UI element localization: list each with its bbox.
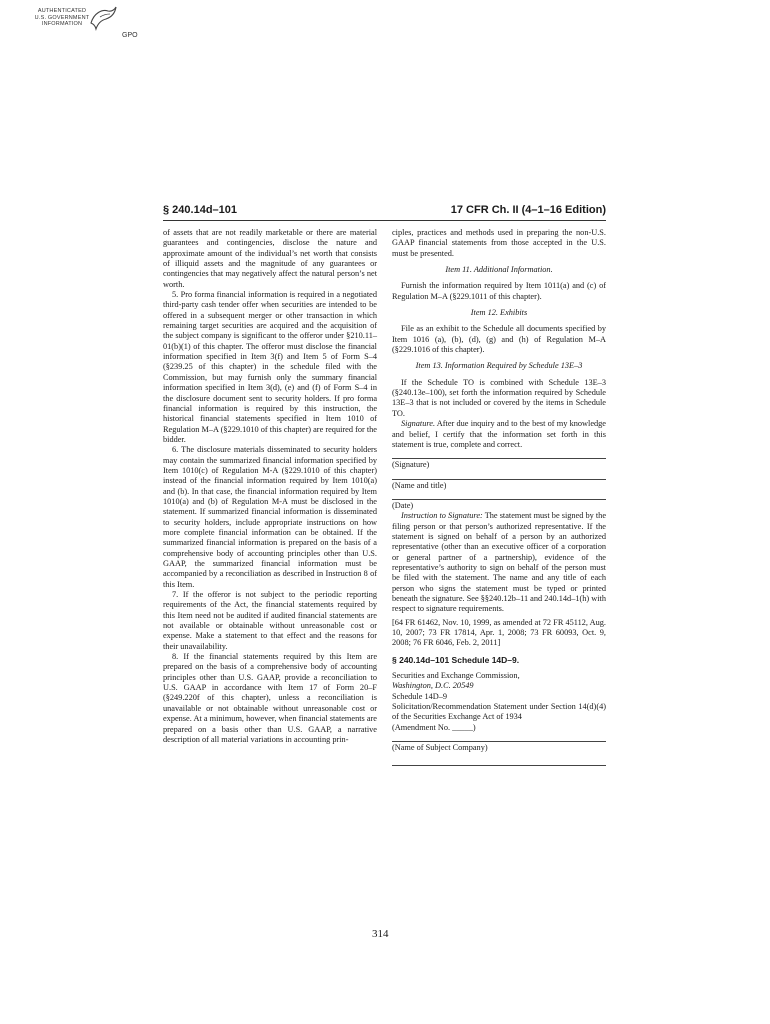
signature-paragraph bbox=[392, 419, 606, 450]
right-column bbox=[392, 228, 606, 766]
signature-line: (Signature) bbox=[392, 458, 606, 470]
paragraph: of assets that are not readily marketable or there are material guarantees and contingencies, disclose the nature and approximate amount of the individual’s net worth that consists of illiquid assets and the magnitude of any guarantees or contingencies that may negatively affect the natural person’s net worth. bbox=[163, 228, 377, 289]
paragraph: File as an exhibit to the Schedule all documents specified by Item 1016 (a), (b), (d), (g) and (h) of Regulation M–A (§229.1016 of this chapter). bbox=[392, 324, 606, 355]
item-12-heading: Item 12. Exhibits bbox=[470, 308, 528, 318]
section-number: § 240.14d–101 bbox=[163, 204, 238, 216]
logo-line-2: U.S. GOVERNMENT bbox=[34, 14, 90, 21]
logo-line-3: INFORMATION bbox=[41, 21, 83, 28]
agency-name: Securities and Exchange Commission, bbox=[392, 671, 520, 681]
left-column bbox=[163, 228, 377, 745]
logo-text bbox=[30, 8, 94, 28]
paragraph: 8. If the financial statements required by this Item are prepared on the basis of a comprehensive body of accounting principles other than U.S. GAAP, provide a reconciliation to U.S. GAAP in accordance with Item 17 of Form 20–F (§249.220f of this chapter), unless a reconciliation is unavailable or not obtainable without unreasonable cost or expense. At a minimum, however, when financial statements are prepared on a basis other than U.S. GAAP, a narrative description of all material variations in accounting prin- bbox=[163, 652, 377, 744]
item-13-heading: Item 13. Information Required by Schedule 13E–3 bbox=[415, 361, 583, 371]
signature-label: Signature. bbox=[401, 419, 436, 429]
solicitation-statement: Solicitation/Recommendation Statement under Section 14(d)(4) of the Securities Exchange Act of 1934 bbox=[392, 702, 606, 722]
citation: [64 FR 61462, Nov. 10, 1999, as amended at 72 FR 45112, Aug. 10, 2007; 73 FR 17814, Apr. 1, 2008; 73 FR 60093, Oct. 9, 2008; 76 FR 6046, Feb. 2, 2011] bbox=[392, 617, 606, 648]
running-head bbox=[163, 204, 606, 221]
paragraph: 7. If the offeror is not subject to the periodic reporting requirements of the Act, the financial statements required by this Item need not be audited if audited financial statements are not available or obtainable without unreasonable cost or expense. Make a statement to that effect and the reasons for their unavailability. bbox=[163, 590, 377, 651]
name-title-line: (Name and title) bbox=[392, 479, 606, 491]
page-number: 314 bbox=[372, 928, 389, 940]
paragraph: If the Schedule TO is combined with Schedule 13E–3 (§240.13e–100), set forth the information required by Schedule 13E–3 that is not included or covered by the items in Schedule TO. bbox=[392, 377, 606, 418]
gpo-authentication-logo bbox=[30, 5, 142, 49]
paragraph: 6. The disclosure materials disseminated to security holders may contain the summarized financial information specified by Item 1010(c) of Regulation M-A (§229.1010 of this chapter) instead of the financial information required by Item 1010(a) and (b). In that case, the financial information required by Item 1010(a) and (b) of Regulation M-A must be disclosed in the statement. If summarized financial information is disseminated to security holders, include appropriate instructions on how more complete financial information can be obtained. If the summarized financial information is prepared on the basis of a comprehensive body of accounting principles other than U.S. GAAP, the summarized financial information must be accompanied by a reconciliation as described in Instruction 8 of this Item. bbox=[163, 445, 377, 589]
item-11-heading: Item 11. Additional Information. bbox=[445, 265, 553, 275]
blank-rule bbox=[392, 765, 606, 766]
edition-title: 17 CFR Ch. II (4–1–16 Edition) bbox=[450, 204, 606, 216]
instruction-text: The statement must be signed by the filing person or that person’s authorized representative. If the statement is signed on behalf of a person by an authorized representative (other than an executive officer of a corporation or general partner of a partnership), evidence of the representative’s authority to sign on behalf of the person must be filed with the statement. The name and any title of each person who signs the statement must be typed or printed beneath the signature. See §§240.12b–11 and 240.14d–1(h) with respect to signature requirements. bbox=[392, 511, 606, 614]
subject-company-line: (Name of Subject Company) bbox=[392, 741, 606, 753]
eagle-icon bbox=[88, 5, 118, 31]
date-line: (Date) bbox=[392, 499, 606, 511]
schedule-name: Schedule 14D–9 bbox=[392, 691, 448, 701]
paragraph: 5. Pro forma financial information is required in a negotiated third-party cash tender offer when securities are intended to be offered in a subsequent merger or other transaction in which remaining target securities are acquired and the acquisition of the subject company is significant to the offeror under §210.11–01(b)(1) of this chapter. The offeror must disclose the financial information specified in Item 3(f) and Item 5 of Form S–4 (§239.25 of this chapter) in the schedule filed with the Commission, but may furnish only the summary financial information specified in Item 3(d), (e) and (f) of Form S–4 in the disclosure document sent to security holders. If pro forma financial information is required by this instruction, the historical financial statements specified in Item 1010 of Regulation M–A (§229.1010 of this chapter) are required for the bidder. bbox=[163, 290, 377, 444]
instruction-label: Instruction to Signature: bbox=[401, 511, 483, 521]
paragraph: ciples, practices and methods used in preparing the non-U.S. GAAP financial statements from those accepted in the U.S. must be presented. bbox=[392, 228, 606, 258]
paragraph: Furnish the information required by Item 1011(a) and (c) of Regulation M–A (§229.1011 of this chapter). bbox=[392, 281, 606, 301]
logo-gpo-mark: GPO bbox=[122, 32, 138, 39]
signature-text: After due inquiry and to the best of my knowledge and belief, I certify that the information set forth in this statement is true, complete and correct. bbox=[392, 419, 606, 449]
logo-line-1: AUTHENTICATED bbox=[37, 8, 87, 14]
amendment-number: (Amendment No. _____) bbox=[392, 722, 476, 732]
section-title: § 240.14d–101 Schedule 14D–9. bbox=[392, 654, 520, 665]
instruction-paragraph bbox=[392, 511, 606, 614]
agency-location: Washington, D.C. 20549 bbox=[392, 681, 474, 691]
